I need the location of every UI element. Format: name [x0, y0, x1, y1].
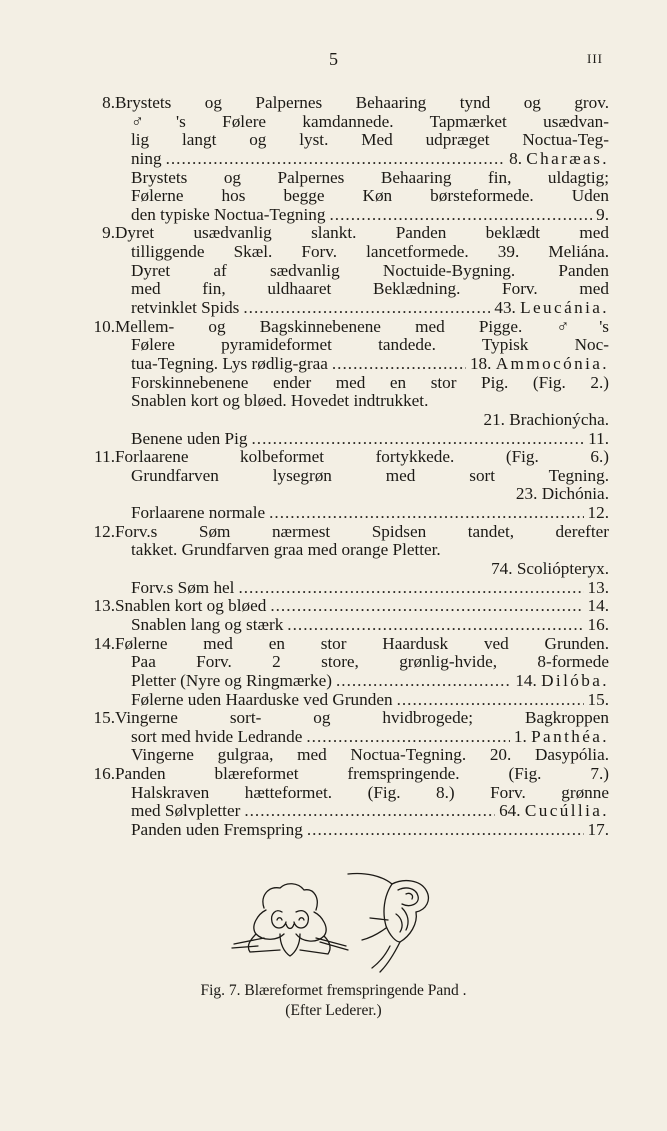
genus-name: Dilóba. [541, 671, 609, 690]
key-result [588, 504, 609, 523]
key-text: Vingerne gulgraa, med Noctua-Tegning. 20. Dasypólia. [131, 746, 609, 765]
key-entry [115, 821, 609, 840]
leader-dots [330, 206, 593, 225]
key-line [77, 504, 609, 523]
result-number: 18. [469, 354, 492, 373]
key-line [77, 430, 609, 449]
head-front-view [232, 884, 348, 956]
key-text: 21. Brachionýcha. [483, 410, 609, 429]
key-text: Pletter (Nyre og Ringmærke) [131, 671, 332, 690]
genus-name: Panthéa. [531, 727, 609, 746]
identification-key [77, 94, 609, 840]
leader-dots [244, 802, 495, 821]
key-line [77, 672, 609, 691]
signature-mark: III [587, 51, 603, 66]
key-text: Benene uden Pig [131, 429, 248, 448]
key-text: Følerne hos begge Køn børsteformede. Uden [131, 187, 609, 206]
key-line [77, 150, 609, 169]
key-line [77, 262, 609, 281]
key-line [77, 541, 609, 560]
key-entry [115, 616, 609, 635]
key-result [588, 430, 609, 449]
key-line [77, 374, 609, 393]
genus-name: Ammocónia. [495, 354, 609, 373]
key-entry [115, 430, 609, 449]
leader-dots [238, 579, 583, 598]
key-text: Forv.s Søm nærmest Spidsen tandet, derefter [115, 522, 609, 541]
key-line [77, 821, 609, 840]
couplet-number: 15. [93, 709, 115, 728]
key-line [77, 392, 609, 411]
figure-7-illustration [220, 868, 450, 978]
key-line [77, 765, 609, 784]
key-text: Panden blæreformet fremspringende. (Fig. 7.) [115, 765, 609, 784]
key-entry [115, 579, 609, 598]
leader-dots [307, 821, 584, 840]
key-text: med fin, uldhaaret Beklædning. Forv. med [131, 280, 609, 299]
key-line [77, 94, 609, 113]
key-line [77, 224, 609, 243]
key-text: Brystets og Palpernes Behaaring tynd og grov. [115, 94, 609, 112]
key-text: Mellem- og Bagskinnebenene med Pigge. ♂'s [115, 317, 609, 336]
leader-dots [336, 672, 511, 691]
key-line [77, 560, 609, 579]
key-line [77, 411, 609, 430]
key-line [77, 579, 609, 598]
key-line [77, 802, 609, 821]
key-line [77, 709, 609, 728]
key-line [77, 299, 609, 318]
leader-dots [269, 504, 583, 523]
result-number: 64. [499, 802, 521, 821]
key-line [77, 336, 609, 355]
caption-line-2: (Efter Lederer.) [285, 1002, 382, 1019]
page-header [0, 49, 667, 71]
key-text: Forv.s Søm hel [131, 578, 235, 597]
leader-dots [287, 616, 583, 635]
key-entry [115, 299, 609, 318]
key-line [77, 523, 609, 542]
key-entry [115, 504, 609, 523]
key-text: 23. Dichónia. [515, 485, 609, 504]
couplet-number: 10. [93, 317, 115, 336]
key-entry [115, 150, 609, 169]
leader-dots [166, 150, 506, 169]
key-line [77, 728, 609, 747]
key-text: Forlaarene kolbeformet fortykkede. (Fig. 6.) [115, 448, 609, 467]
result-number: 12. [587, 504, 609, 523]
key-text: Snablen kort og bløed. Hovedet indtrukket. [131, 392, 429, 411]
key-entry [115, 355, 609, 374]
key-text: Brystets og Palpernes Behaaring fin, uldagtig; [131, 168, 609, 187]
key-line [77, 616, 609, 635]
key-line [77, 653, 609, 672]
result-number: 9. [596, 205, 609, 224]
key-text: Forlaarene normale [131, 504, 266, 523]
key-text: Dyret af sædvanlig Noctuide-Bygning. Panden [131, 261, 609, 280]
key-text: Snablen lang og stærk [131, 615, 284, 634]
key-line [77, 280, 609, 299]
key-result [588, 821, 609, 840]
couplet-number: 11. [94, 448, 115, 467]
key-result [494, 299, 609, 318]
key-line [77, 784, 609, 803]
key-text: 74. Scoliópteryx. [491, 560, 609, 579]
key-entry [115, 672, 609, 691]
result-number: 1. [513, 727, 527, 746]
key-line [77, 448, 609, 467]
key-line [77, 131, 609, 150]
result-number: 14. [515, 671, 537, 690]
figure-caption [0, 981, 667, 1021]
genus-name: Leucánia. [520, 299, 609, 318]
key-line [77, 485, 609, 504]
key-text: Panden uden Fremspring [131, 820, 303, 839]
key-text: med Sølvpletter [131, 802, 241, 821]
result-number: 8. [509, 149, 522, 168]
key-text: Følere pyramideformet tandede. Typisk Noc- [131, 336, 609, 355]
key-text: ning [131, 149, 162, 168]
key-line [77, 206, 609, 225]
key-line [77, 243, 609, 262]
key-result [588, 597, 609, 616]
key-text: den typiske Noctua-Tegning [131, 205, 326, 224]
result-number: 13. [587, 578, 609, 597]
key-result [588, 691, 609, 710]
couplet-number: 9. [102, 224, 115, 243]
leader-dots [332, 355, 466, 374]
key-text: retvinklet Spids [131, 299, 240, 318]
key-entry [115, 597, 609, 616]
key-text: Halskraven hætteformet. (Fig. 8.) Forv. grønne [131, 783, 609, 802]
key-text: tilliggende Skæl. Forv. lancetformede. 39. Meliána. [131, 243, 609, 262]
key-text: lig langt og lyst. Med udpræget Noctua-Teg- [131, 131, 609, 150]
key-text: Snablen kort og bløed [115, 597, 267, 616]
key-result [596, 206, 609, 225]
key-line [77, 467, 609, 486]
result-number: 17. [587, 820, 609, 839]
key-result [514, 728, 609, 747]
couplet-number: 14. [93, 634, 115, 653]
result-number: 43. [494, 299, 516, 318]
key-line [77, 691, 609, 710]
key-line [77, 113, 609, 132]
key-text: Paa Forv. 2 store, grønlig-hvide, 8-formede [131, 653, 609, 672]
key-result [588, 616, 609, 635]
key-entry [115, 206, 609, 225]
leader-dots [270, 597, 583, 616]
genus-name: Charæas. [526, 149, 609, 168]
caption-line-1: Fig. 7. Blæreformet fremspringende Pand . [200, 982, 467, 999]
key-result [509, 150, 609, 169]
key-text: ♂'s Følere kamdannede. Tapmærket usædvan- [131, 112, 609, 131]
key-text: Følerne med en stor Haardusk ved Grunden. [115, 634, 609, 653]
key-text: Vingerne sort- og hvidbrogede; Bagkroppen [115, 709, 609, 728]
key-result [515, 672, 609, 691]
key-result [588, 579, 609, 598]
leader-dots [251, 430, 584, 449]
key-text: Grundfarven lysegrøn med sort Tegning. [131, 466, 609, 485]
key-result [470, 355, 609, 374]
key-entry [115, 691, 609, 710]
key-entry [115, 728, 609, 747]
result-number: 11. [588, 429, 609, 448]
key-line [77, 597, 609, 616]
leader-dots [397, 691, 584, 710]
page-number: 5 [329, 49, 338, 69]
genus-name: Cucúllia. [524, 802, 609, 821]
key-text: Dyret usædvanlig slankt. Panden beklædt med [115, 224, 609, 243]
result-number: 14. [587, 597, 609, 616]
key-text: tua-Tegning. Lys rødlig-graa [131, 354, 328, 373]
key-text: Forskinnebenene ender med en stor Pig. (Fig. 2.) [131, 373, 609, 392]
key-result [499, 802, 609, 821]
key-line [77, 635, 609, 654]
couplet-number: 12. [93, 522, 115, 541]
key-text: Følerne uden Haarduske ved Grunden [131, 690, 393, 709]
key-text: takket. Grundfarven graa med orange Pletter. [131, 541, 441, 560]
key-line [77, 746, 609, 765]
head-side-view [348, 873, 428, 972]
key-line [77, 355, 609, 374]
result-number: 15. [587, 690, 609, 709]
couplet-number: 16. [93, 765, 115, 784]
key-text: sort med hvide Ledrande [131, 727, 303, 746]
couplet-number: 8. [102, 94, 115, 112]
key-line [77, 318, 609, 337]
leader-dots [243, 299, 490, 318]
leader-dots [306, 728, 510, 747]
key-line [77, 169, 609, 188]
result-number: 16. [587, 615, 609, 634]
key-entry [115, 802, 609, 821]
couplet-number: 13. [93, 597, 115, 616]
key-line [77, 187, 609, 206]
